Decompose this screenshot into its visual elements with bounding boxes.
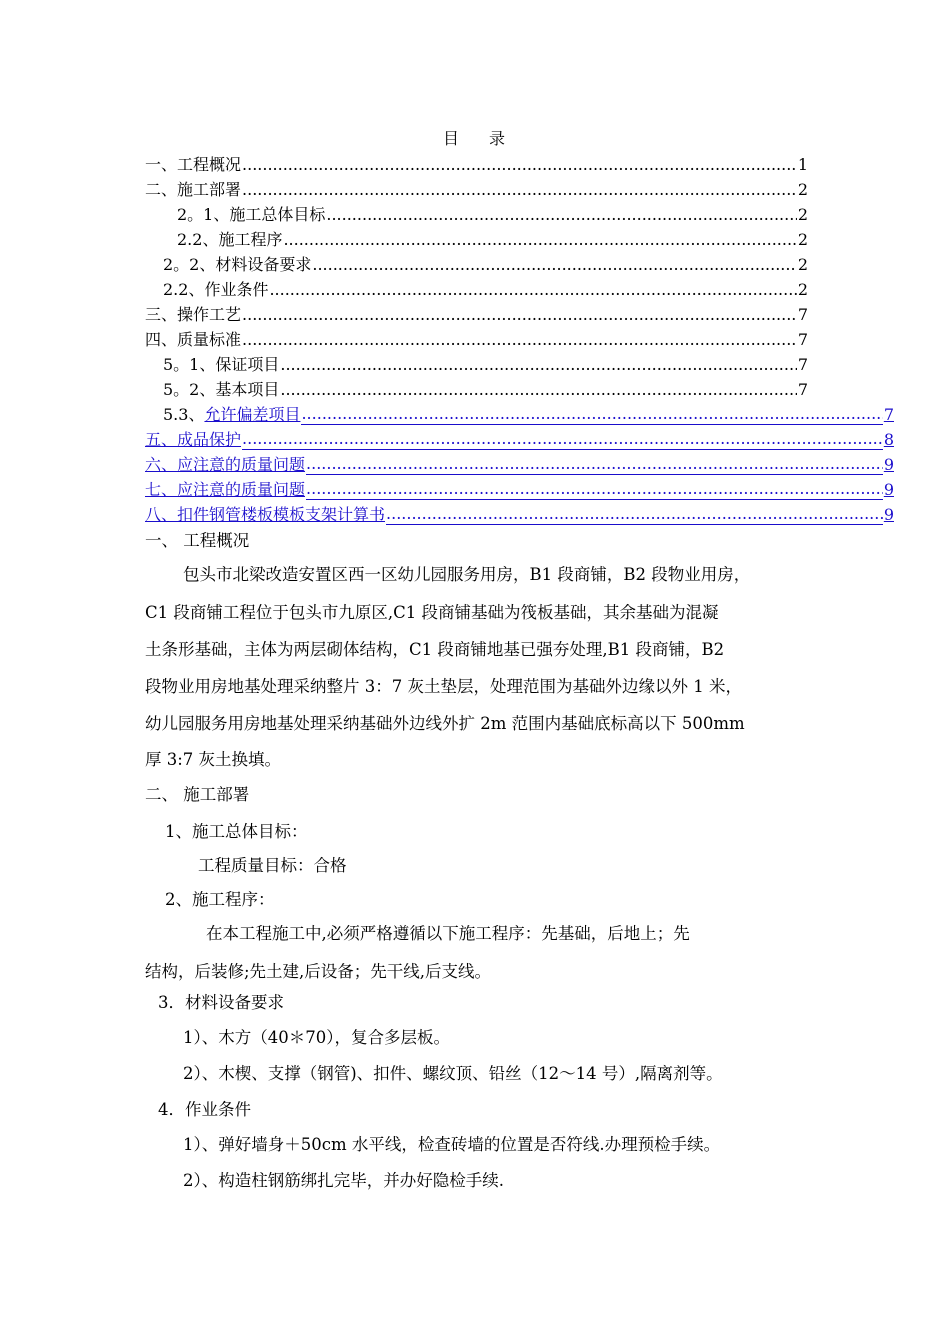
section-2-heading: 二、 施工部署 [145, 785, 250, 804]
toc-entry-4[interactable] [145, 326, 808, 350]
toc-leader-dots [242, 155, 797, 175]
toc-entry-page: 9 [883, 455, 894, 474]
toc-entry-label: 允许偏差项目 [204, 405, 301, 424]
toc-entry-label: 2.2、作业条件 [163, 280, 269, 299]
toc-entry-5-2[interactable] [163, 376, 808, 400]
section-2-sub1-text: 工程质量目标：合格 [198, 856, 347, 875]
toc-entry-label: 四、质量标准 [145, 330, 242, 349]
section-2-sub2-line-2: 结构，后装修;先土建,后设备；先干线,后支线。 [145, 962, 492, 981]
toc-leader-dots [283, 230, 796, 250]
toc-leader-dots [242, 180, 797, 200]
toc-entry-5-1[interactable] [163, 351, 808, 375]
section-2-sub4-item-2: 2）、构造柱钢筋绑扎完毕，并办好隐检手续. [183, 1171, 504, 1190]
toc-title-right: 录 [489, 129, 508, 148]
toc-entry-label: 二、施工部署 [145, 180, 242, 199]
toc-entry-prefix: 5.3、 [163, 405, 205, 424]
section-2-sub3-title: 3．材料设备要求 [158, 993, 284, 1012]
toc-entry-8[interactable] [145, 501, 894, 525]
section-2-sub3-item-1: 1）、木方（40＊70），复合多层板。 [183, 1028, 450, 1047]
toc-entry-5-3[interactable] [163, 401, 894, 425]
toc-entry-2-2[interactable] [177, 226, 808, 250]
section-1-line-3: 土条形基础，主体为两层砌体结构，C1 段商铺地基已强夯处理,B1 段商铺，B2 [145, 640, 725, 659]
toc-entry-2-4[interactable] [163, 276, 808, 300]
section-2-sub2-line-1: 在本工程施工中,必须严格遵循以下施工程序：先基础，后地上；先 [206, 924, 690, 943]
toc-entry-3[interactable] [145, 301, 808, 325]
toc-leader-dots [312, 255, 796, 275]
toc-entry-page: 7 [883, 405, 894, 424]
toc-entry-page: 7 [797, 380, 808, 399]
toc-entry-label: 三、操作工艺 [145, 305, 242, 324]
toc-entry-7[interactable] [145, 476, 894, 500]
toc-entry-label: 七、应注意的质量问题 [145, 480, 306, 499]
toc-leader-dots [280, 380, 796, 400]
toc-entry-page: 7 [797, 330, 808, 349]
section-2-sub4-item-1: 1）、弹好墙身＋50cm 水平线，检查砖墙的位置是否符线.办理预检手续。 [183, 1135, 721, 1154]
toc-entry-page: 2 [797, 205, 808, 224]
toc-title-left: 目 [442, 129, 461, 148]
section-2-sub1-title: 1、施工总体目标： [165, 822, 308, 841]
section-2-sub2-title: 2、施工程序： [165, 890, 275, 909]
section-1-line-5: 幼儿园服务用房地基处理采纳基础外边线外扩 2m 范围内基础底标高以下 500mm [145, 714, 745, 733]
toc-entry-6[interactable] [145, 451, 894, 475]
section-1-line-2: C1 段商铺工程位于包头市九原区,C1 段商铺基础为筏板基础，其余基础为混凝 [145, 603, 719, 622]
toc-entry-2[interactable] [145, 176, 808, 200]
toc-title [0, 126, 950, 149]
toc-entry-page: 2 [797, 280, 808, 299]
toc-leader-dots [306, 454, 883, 475]
section-1-line-6: 厚 3:7 灰土换填。 [145, 750, 282, 769]
toc-leader-dots [280, 355, 796, 375]
section-2-sub4-title: 4．作业条件 [158, 1100, 251, 1119]
toc-entry-page: 9 [883, 480, 894, 499]
toc-entry-5[interactable] [145, 426, 894, 450]
section-2-sub3-item-2: 2）、木楔、支撑（钢管)、扣件、螺纹顶、铅丝（12～14 号）,隔离剂等。 [183, 1064, 723, 1083]
section-1-line-4: 段物业用房地基处理采纳整片 3：7 灰土垫层，处理范围为基础外边缘以外 1 米， [145, 677, 742, 696]
toc-leader-dots [326, 205, 796, 225]
toc-leader-dots [301, 404, 882, 425]
toc-entry-page: 1 [797, 155, 808, 174]
toc-entry-page: 7 [797, 355, 808, 374]
toc-leader-dots [386, 504, 883, 525]
toc-leader-dots [269, 280, 796, 300]
toc-leader-dots [242, 305, 797, 325]
toc-entry-label: 2。2、材料设备要求 [163, 255, 312, 274]
toc-entry-page: 8 [883, 430, 894, 449]
toc-entry-label: 八、扣件钢管楼板模板支架计算书 [145, 505, 386, 524]
section-1-line-1: 包头市北梁改造安置区西一区幼儿园服务用房，B1 段商铺，B2 段物业用房， [183, 565, 751, 584]
toc-entry-2-1[interactable] [177, 201, 808, 225]
toc-entry-page: 2 [797, 180, 808, 199]
toc-leader-dots [242, 330, 797, 350]
toc-entry-label: 5。2、基本项目 [163, 380, 280, 399]
toc-entry-label: 2。1、施工总体目标 [177, 205, 326, 224]
toc-entry-label: 六、应注意的质量问题 [145, 455, 306, 474]
toc-leader-dots [306, 479, 883, 500]
toc-entry-label: 5。1、保证项目 [163, 355, 280, 374]
toc-leader-dots [242, 429, 883, 450]
toc-entry-1[interactable] [145, 151, 808, 175]
toc-entry-page: 2 [797, 255, 808, 274]
toc-entry-label: 2.2、施工程序 [177, 230, 283, 249]
toc-entry-page: 9 [883, 505, 894, 524]
toc-entry-label: 五、成品保护 [145, 430, 242, 449]
toc-entry-page: 2 [797, 230, 808, 249]
toc-entry-2-3[interactable] [163, 251, 808, 275]
section-1-heading: 一、 工程概况 [145, 531, 250, 550]
toc-entry-label: 一、工程概况 [145, 155, 242, 174]
toc-entry-page: 7 [797, 305, 808, 324]
